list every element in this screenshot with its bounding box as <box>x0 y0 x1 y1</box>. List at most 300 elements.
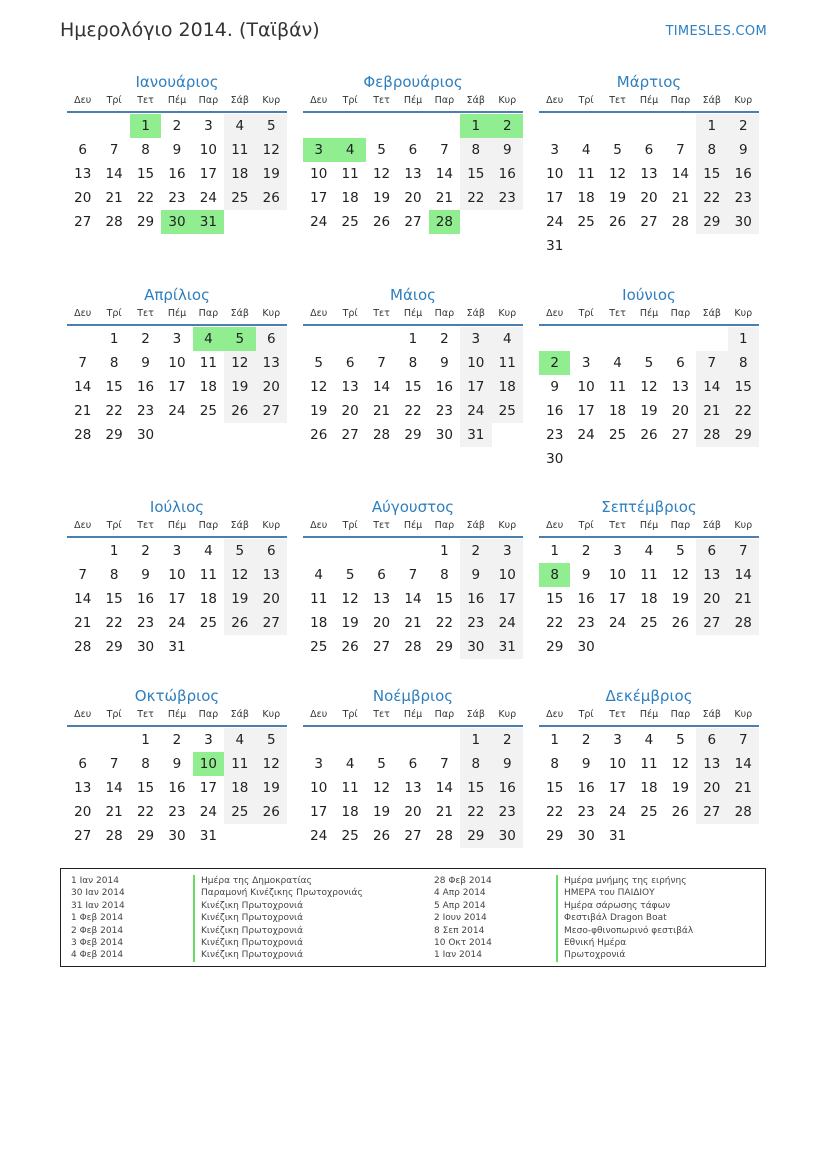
day-cell: 12 <box>256 752 287 776</box>
day-cell: 14 <box>728 563 759 587</box>
legend-row <box>71 925 363 937</box>
day-cell: 21 <box>105 804 123 820</box>
legend-date: 5 Απρ 2014 <box>434 900 486 911</box>
day-cell: 19 <box>372 190 391 206</box>
day-cell: 11 <box>199 567 217 583</box>
empty-cell <box>633 114 664 138</box>
day-cell: 12 <box>640 379 658 395</box>
weekday-label: Κυρ <box>498 308 517 319</box>
weekday-label: Τρί <box>106 308 122 319</box>
weekday-label: Δευ <box>546 709 564 720</box>
weekday-label: Κυρ <box>498 520 517 531</box>
day-cell: 1 <box>408 331 418 347</box>
day-cell: 21 <box>372 403 391 419</box>
empty-cell <box>633 327 664 351</box>
day-cell: 20 <box>74 804 92 820</box>
weekday-label: Τετ <box>137 95 154 106</box>
day-cell: 1 <box>109 543 119 559</box>
day-cell: 28 <box>105 828 123 844</box>
weekday-label: Τετ <box>373 95 390 106</box>
month-block <box>303 285 523 447</box>
day-cell: 18 <box>310 615 328 631</box>
day-cell: 2 <box>172 118 182 134</box>
month-block <box>539 686 759 848</box>
empty-cell <box>98 728 129 752</box>
day-cell: 12 <box>671 756 689 772</box>
legend-date: 2 Ιουν 2014 <box>434 913 487 924</box>
holiday-legend <box>60 868 766 967</box>
day-cell: 26 <box>372 214 391 230</box>
day-cell: 2 <box>141 543 150 559</box>
day-cell: 20 <box>696 776 727 800</box>
day-cell: 13 <box>671 379 689 395</box>
weekday-header <box>539 518 759 538</box>
day-cell: 27 <box>372 639 391 655</box>
day-cell: 27 <box>404 214 422 230</box>
legend-date: 30 Ιαν 2014 <box>71 888 125 899</box>
day-cell: 23 <box>546 427 564 443</box>
day-cell: 21 <box>435 190 453 206</box>
day-cell: 22 <box>105 615 123 631</box>
day-cell: 1 <box>141 732 150 748</box>
day-cell: 16 <box>577 780 595 796</box>
day-cell: 11 <box>640 756 658 772</box>
day-cell: 4 <box>613 355 622 371</box>
month-block <box>67 497 287 659</box>
day-cell: 25 <box>577 214 595 230</box>
empty-cell <box>397 114 428 138</box>
day-cell: 4 <box>224 114 255 138</box>
day-cell: 21 <box>105 190 123 206</box>
legend-holiday-name: Κινέζικη Πρωτοχρονιά <box>193 900 303 912</box>
legend-holiday-name: Κινέζικη Πρωτοχρονιά <box>193 912 303 924</box>
weekday-header <box>67 306 287 326</box>
day-cell: 24 <box>168 615 186 631</box>
weekday-label: Δευ <box>546 520 564 531</box>
day-cell: 29 <box>404 427 422 443</box>
weekday-label: Κυρ <box>262 709 281 720</box>
day-cell: 23 <box>577 804 595 820</box>
day-cell: 16 <box>136 379 155 395</box>
day-cell: 15 <box>546 591 564 607</box>
weekday-label: Παρ <box>198 308 219 319</box>
weekday-label: Τρί <box>342 308 358 319</box>
day-cell: 29 <box>546 828 564 844</box>
day-cell: 2 <box>728 114 759 138</box>
day-cell: 13 <box>256 563 287 587</box>
day-cell: 18 <box>224 162 255 186</box>
holiday-cell: 4 <box>193 327 224 351</box>
day-cell: 16 <box>136 591 155 607</box>
legend-date: 1 Ιαν 2014 <box>71 876 119 886</box>
weekday-label: Σάβ <box>230 95 249 106</box>
day-cell: 30 <box>577 639 595 655</box>
day-cell: 3 <box>204 732 213 748</box>
day-cell: 24 <box>546 214 564 230</box>
legend-date: 4 Απρ 2014 <box>434 888 486 899</box>
day-cell: 29 <box>105 639 123 655</box>
day-cell: 3 <box>613 732 622 748</box>
day-cell: 23 <box>728 186 759 210</box>
day-cell: 15 <box>435 591 453 607</box>
month-block <box>539 72 759 258</box>
day-cell: 12 <box>372 780 391 796</box>
day-cell: 2 <box>581 732 591 748</box>
weekday-header <box>67 518 287 538</box>
legend-holiday-name: Φεστιβάλ Dragon Boat <box>556 912 667 924</box>
day-cell: 19 <box>256 776 287 800</box>
day-cell: 18 <box>341 190 359 206</box>
weekday-label: Τρί <box>106 709 122 720</box>
day-cell: 22 <box>136 804 155 820</box>
weekday-label: Πέμ <box>639 520 659 531</box>
day-cell: 8 <box>109 567 119 583</box>
day-cell: 7 <box>440 142 449 158</box>
day-cell: 23 <box>577 615 595 631</box>
empty-cell <box>429 114 460 138</box>
day-cell: 15 <box>136 166 155 182</box>
day-cell: 17 <box>168 379 186 395</box>
day-cell: 17 <box>546 190 564 206</box>
day-cell: 16 <box>168 780 186 796</box>
day-cell: 29 <box>696 210 727 234</box>
weekday-label: Σάβ <box>230 520 249 531</box>
day-cell: 26 <box>671 615 689 631</box>
day-cell: 12 <box>310 379 328 395</box>
day-cell: 31 <box>492 635 523 659</box>
day-cell: 3 <box>492 539 523 563</box>
day-cell: 18 <box>199 379 217 395</box>
empty-cell <box>303 728 334 752</box>
weekday-label: Σάβ <box>230 709 249 720</box>
day-cell: 21 <box>696 399 727 423</box>
day-cell: 19 <box>224 587 255 611</box>
day-cell: 7 <box>696 351 727 375</box>
day-cell: 25 <box>341 828 359 844</box>
holiday-cell: 30 <box>161 210 192 234</box>
day-cell: 17 <box>577 403 595 419</box>
day-cell: 10 <box>310 166 328 182</box>
weekday-label: Σάβ <box>702 308 721 319</box>
day-cell: 16 <box>492 776 523 800</box>
weekday-label: Πέμ <box>403 95 423 106</box>
holiday-cell: 8 <box>539 563 570 587</box>
day-cell: 8 <box>440 567 449 583</box>
day-cell: 21 <box>404 615 422 631</box>
empty-cell <box>539 114 570 138</box>
day-cell: 9 <box>440 355 449 371</box>
day-cell: 3 <box>550 142 559 158</box>
day-cell: 2 <box>440 331 449 347</box>
day-cell: 5 <box>377 756 386 772</box>
day-cell: 21 <box>728 776 759 800</box>
holiday-cell: 5 <box>224 327 255 351</box>
day-cell: 31 <box>460 423 491 447</box>
weekday-label: Τρί <box>578 308 594 319</box>
empty-cell <box>366 114 397 138</box>
weekday-label: Πέμ <box>403 308 423 319</box>
day-cell: 20 <box>256 375 287 399</box>
brand-link[interactable]: TIMESLES.COM <box>665 24 767 39</box>
weekday-header <box>303 518 523 538</box>
weekday-label: Δευ <box>74 95 92 106</box>
weekday-label: Κυρ <box>262 308 281 319</box>
weekday-label: Πέμ <box>639 709 659 720</box>
empty-cell <box>665 327 696 351</box>
legend-row <box>434 925 693 937</box>
weekday-header <box>539 306 759 326</box>
day-cell: 18 <box>492 375 523 399</box>
day-cell: 29 <box>460 824 491 848</box>
day-cell: 5 <box>345 567 355 583</box>
day-cell: 4 <box>492 327 523 351</box>
day-cell: 9 <box>581 756 591 772</box>
legend-holiday-name: Κινέζικη Πρωτοχρονιά <box>193 937 303 949</box>
day-cell: 27 <box>74 828 92 844</box>
day-cell: 28 <box>728 611 759 635</box>
day-cell: 23 <box>492 186 523 210</box>
day-cell: 6 <box>256 327 287 351</box>
weekday-label: Τετ <box>137 709 154 720</box>
day-cell: 10 <box>608 756 627 772</box>
day-cell: 24 <box>608 615 627 631</box>
legend-holiday-name: Εθνική Ημέρα <box>556 937 626 949</box>
day-cell: 12 <box>224 563 255 587</box>
day-cell: 20 <box>74 190 92 206</box>
day-cell: 9 <box>172 142 182 158</box>
day-cell: 11 <box>341 166 359 182</box>
day-cell: 7 <box>377 355 386 371</box>
day-cell: 13 <box>404 166 422 182</box>
weekday-label: Κυρ <box>734 520 753 531</box>
day-cell: 30 <box>492 824 523 848</box>
day-cell: 6 <box>696 539 727 563</box>
weekday-label: Κυρ <box>734 308 753 319</box>
day-cell: 9 <box>141 567 150 583</box>
day-cell: 4 <box>204 543 213 559</box>
day-cell: 5 <box>314 355 323 371</box>
empty-cell <box>67 327 98 351</box>
day-cell: 9 <box>550 379 559 395</box>
day-cell: 14 <box>372 379 391 395</box>
month-block <box>67 285 287 447</box>
month-name: Αύγουστος <box>371 498 455 516</box>
weekday-label: Τετ <box>373 520 390 531</box>
day-cell: 8 <box>460 138 491 162</box>
legend-date: 8 Σεπ 2014 <box>434 925 485 936</box>
legend-row <box>434 900 693 912</box>
legend-row <box>434 887 693 899</box>
day-cell: 25 <box>199 615 217 631</box>
legend-date: 3 Φεβ 2014 <box>71 937 124 948</box>
weekday-label: Κυρ <box>734 709 753 720</box>
day-cell: 28 <box>435 828 453 844</box>
weekday-header <box>67 93 287 113</box>
day-cell: 20 <box>671 403 689 419</box>
day-cell: 24 <box>168 403 186 419</box>
legend-row <box>71 949 363 961</box>
month-name: Φεβρουάριος <box>363 73 463 91</box>
weekday-label: Δευ <box>310 520 328 531</box>
day-cell: 15 <box>460 776 491 800</box>
legend-holiday-name: Μεσο-φθινοπωρινό φεστιβάλ <box>556 925 693 937</box>
day-cell: 26 <box>372 828 391 844</box>
weekday-label: Πέμ <box>167 95 187 106</box>
day-cell: 13 <box>74 166 92 182</box>
weekday-label: Τετ <box>137 308 154 319</box>
day-cell: 25 <box>224 186 255 210</box>
day-cell: 15 <box>136 780 155 796</box>
day-cell: 18 <box>199 591 217 607</box>
day-cell: 26 <box>310 427 328 443</box>
day-cell: 19 <box>671 780 689 796</box>
weekday-label: Τρί <box>106 95 122 106</box>
day-cell: 11 <box>224 752 255 776</box>
legend-date: 28 Φεβ 2014 <box>434 876 492 886</box>
weekday-header <box>539 707 759 727</box>
day-cell: 12 <box>256 138 287 162</box>
legend-row <box>71 937 363 949</box>
day-cell: 10 <box>168 355 186 371</box>
day-cell: 14 <box>728 752 759 776</box>
day-cell: 8 <box>728 351 759 375</box>
day-cell: 20 <box>256 587 287 611</box>
day-cell: 21 <box>74 403 92 419</box>
day-cell: 27 <box>696 800 727 824</box>
day-cell: 20 <box>404 804 422 820</box>
empty-cell <box>334 728 365 752</box>
day-cell: 30 <box>728 210 759 234</box>
legend-holiday-name: Παραμονή Κινέζικης Πρωτοχρονιάς <box>193 887 363 899</box>
month-name: Απρίλιος <box>144 286 210 304</box>
holiday-cell: 28 <box>429 210 460 234</box>
day-cell: 10 <box>577 379 595 395</box>
day-cell: 17 <box>199 780 217 796</box>
day-cell: 6 <box>78 756 87 772</box>
month-block <box>539 285 759 471</box>
day-cell: 5 <box>676 732 685 748</box>
weekday-label: Δευ <box>546 95 564 106</box>
weekday-label: Παρ <box>434 95 455 106</box>
day-cell: 22 <box>404 403 422 419</box>
day-grid <box>303 327 523 447</box>
day-cell: 11 <box>640 567 658 583</box>
day-cell: 9 <box>492 138 523 162</box>
weekday-label: Πέμ <box>167 520 187 531</box>
weekday-label: Πέμ <box>167 308 187 319</box>
month-name: Μάιος <box>390 286 436 304</box>
legend-date: 4 Φεβ 2014 <box>71 950 124 961</box>
day-cell: 4 <box>581 142 591 158</box>
day-cell: 30 <box>136 639 155 655</box>
day-cell: 5 <box>256 114 287 138</box>
legend-row <box>434 912 693 924</box>
day-cell: 18 <box>640 591 658 607</box>
empty-cell <box>696 327 727 351</box>
day-cell: 17 <box>310 804 328 820</box>
day-cell: 18 <box>224 776 255 800</box>
day-cell: 1 <box>550 732 559 748</box>
weekday-label: Κυρ <box>262 95 281 106</box>
legend-date: 1 Ιαν 2014 <box>434 950 482 961</box>
day-cell: 27 <box>404 828 422 844</box>
day-cell: 1 <box>728 327 759 351</box>
day-cell: 4 <box>224 728 255 752</box>
day-cell: 12 <box>341 591 359 607</box>
day-cell: 28 <box>372 427 391 443</box>
day-cell: 1 <box>550 543 559 559</box>
day-cell: 1 <box>440 543 449 559</box>
day-cell: 14 <box>74 591 92 607</box>
holiday-cell: 31 <box>193 210 224 234</box>
day-cell: 30 <box>546 451 564 467</box>
day-cell: 5 <box>224 539 255 563</box>
month-name: Ιανουάριος <box>135 73 219 91</box>
day-cell: 15 <box>404 379 422 395</box>
day-cell: 28 <box>696 423 727 447</box>
day-grid <box>539 728 759 848</box>
day-cell: 16 <box>460 587 491 611</box>
weekday-label: Σάβ <box>702 95 721 106</box>
day-cell: 19 <box>608 190 627 206</box>
day-cell: 31 <box>546 238 564 254</box>
day-cell: 19 <box>640 403 658 419</box>
day-cell: 3 <box>613 543 622 559</box>
day-cell: 15 <box>105 591 123 607</box>
empty-cell <box>539 327 570 351</box>
day-cell: 24 <box>577 427 595 443</box>
empty-cell <box>570 114 601 138</box>
day-cell: 17 <box>460 375 491 399</box>
legend-row <box>434 949 693 961</box>
weekday-label: Σάβ <box>702 709 721 720</box>
empty-cell <box>334 539 365 563</box>
day-cell: 22 <box>546 615 564 631</box>
day-cell: 25 <box>310 639 328 655</box>
day-cell: 24 <box>199 804 217 820</box>
day-grid <box>67 728 287 848</box>
day-cell: 6 <box>676 355 685 371</box>
day-cell: 28 <box>728 800 759 824</box>
weekday-label: Δευ <box>74 709 92 720</box>
day-cell: 23 <box>168 804 186 820</box>
day-cell: 3 <box>204 118 213 134</box>
day-cell: 3 <box>314 756 323 772</box>
day-cell: 25 <box>341 214 359 230</box>
weekday-label: Παρ <box>434 520 455 531</box>
day-cell: 22 <box>136 190 155 206</box>
day-cell: 7 <box>78 567 87 583</box>
day-cell: 6 <box>644 142 654 158</box>
holiday-cell: 2 <box>539 351 570 375</box>
day-cell: 16 <box>728 162 759 186</box>
day-cell: 24 <box>310 214 328 230</box>
day-cell: 25 <box>492 399 523 423</box>
day-cell: 19 <box>372 804 391 820</box>
weekday-label: Σάβ <box>466 520 485 531</box>
day-cell: 22 <box>546 804 564 820</box>
day-cell: 8 <box>460 752 491 776</box>
month-block <box>303 686 523 848</box>
day-cell: 8 <box>550 756 559 772</box>
day-cell: 11 <box>199 355 217 371</box>
weekday-label: Πέμ <box>639 95 659 106</box>
day-cell: 19 <box>341 615 359 631</box>
day-cell: 8 <box>141 142 150 158</box>
holiday-cell: 2 <box>492 114 523 138</box>
weekday-label: Παρ <box>670 709 691 720</box>
day-cell: 26 <box>256 800 287 824</box>
